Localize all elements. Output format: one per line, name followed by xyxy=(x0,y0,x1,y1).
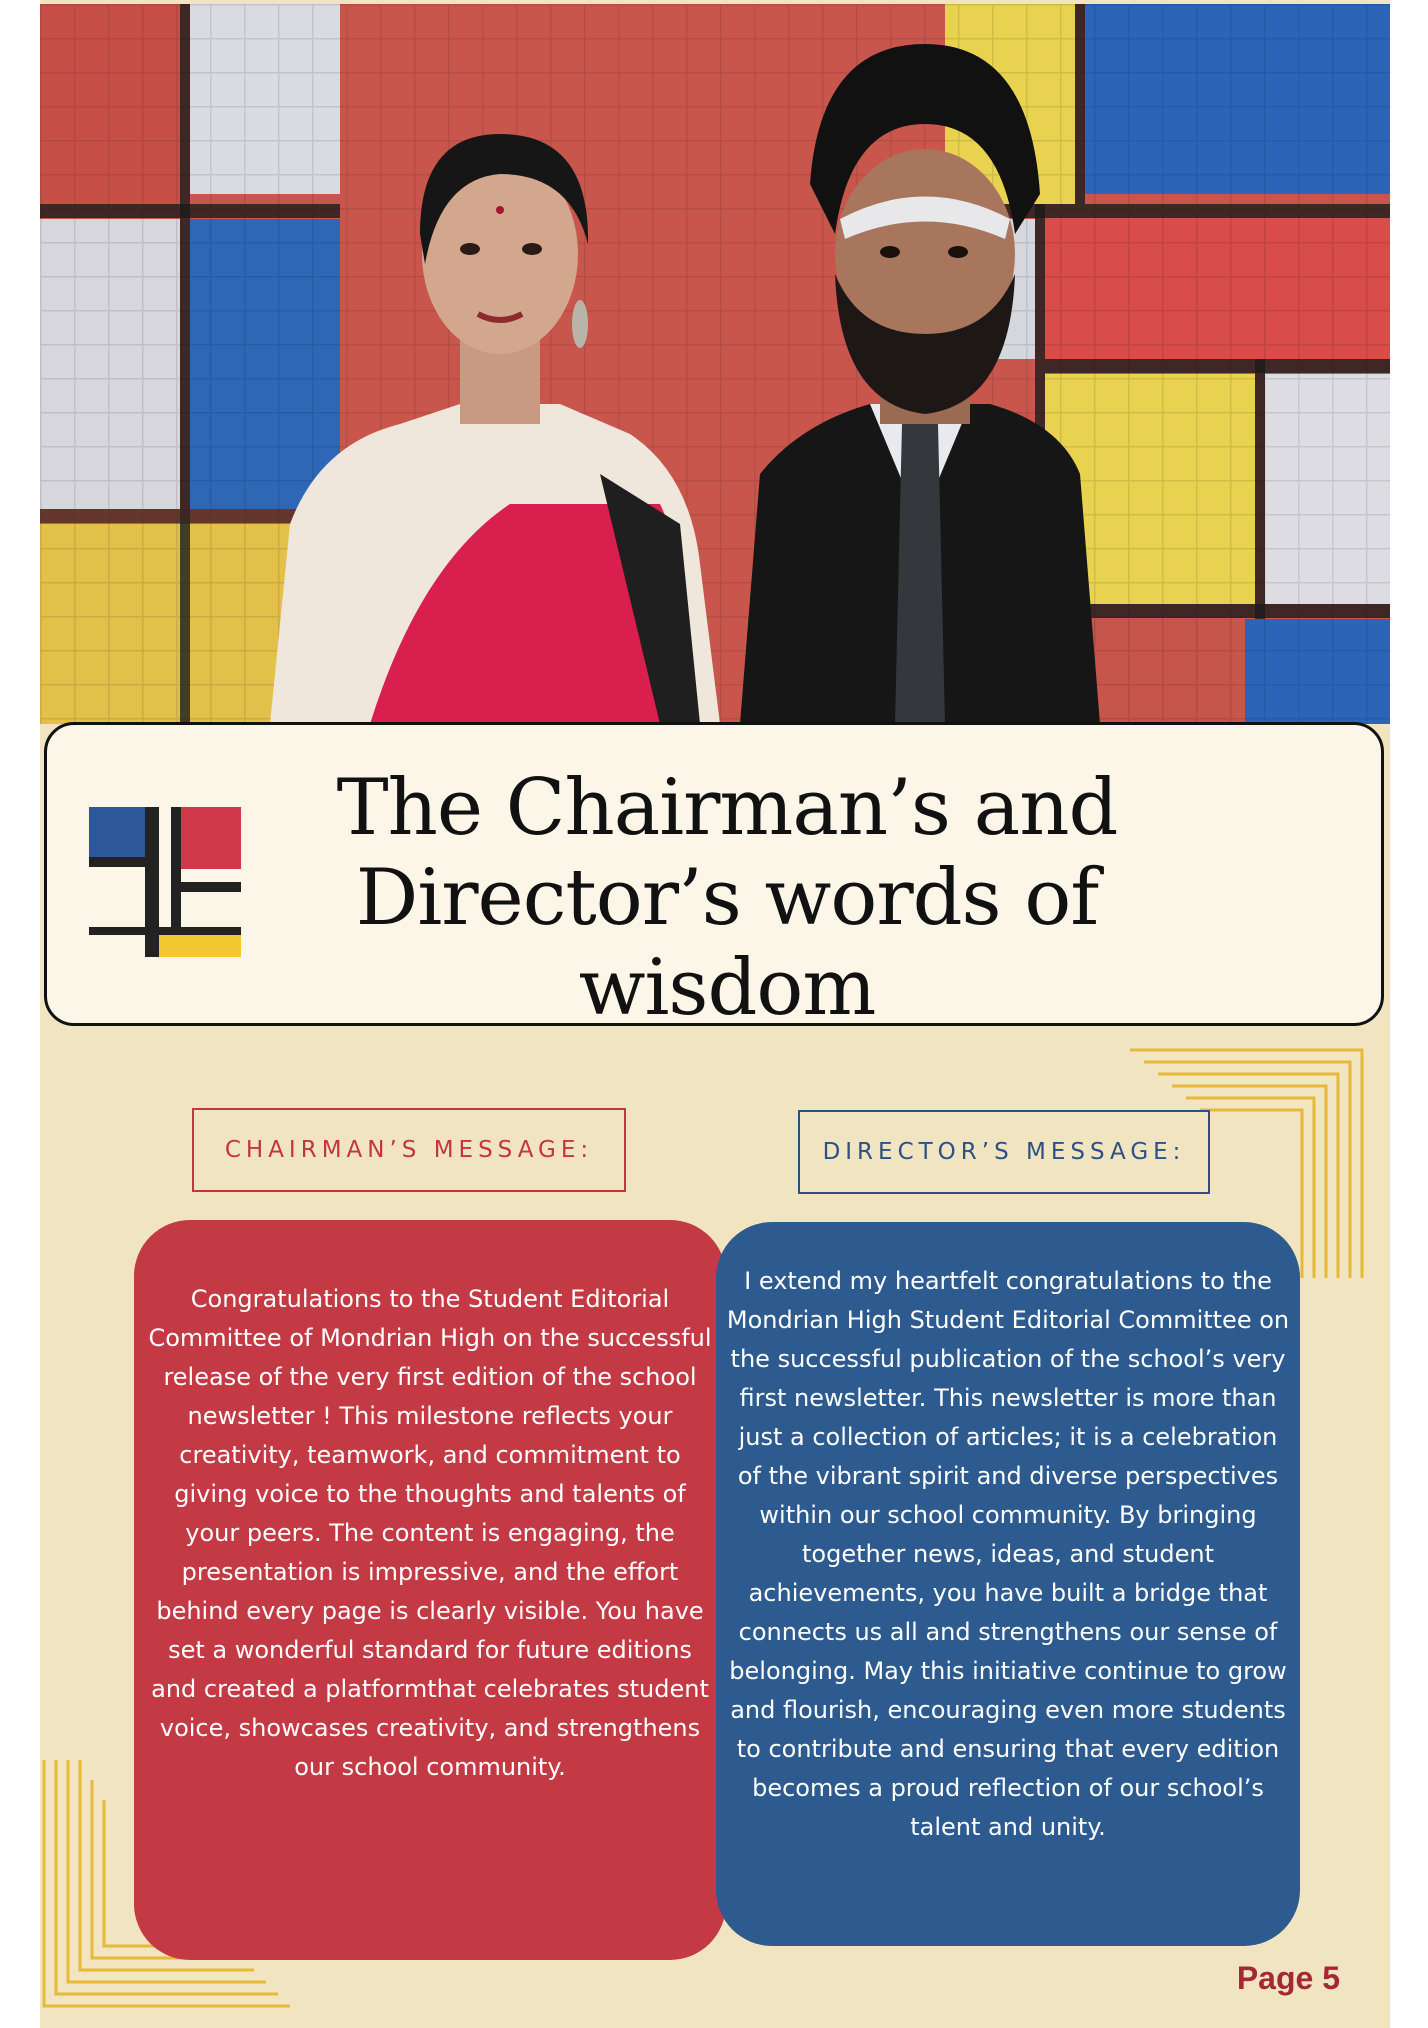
hero-photo xyxy=(40,4,1390,724)
director-message-text: I extend my heartfelt congratulations to the Mondrian High Student Editorial Committee on the successful publication of the school’s very first newsletter. This newsletter is more than just a collection of articles; it is a celebration of the vibrant spirit and diverse perspectives within our school community. By bringing together news, ideas, and student achievements, you have built a bridge that connects us all and strengthens our sense of belonging. May this initiative continue to grow and flourish, encouraging even more students to contribute and ensuring that every edition becomes a proud reflection of our school’s talent and unity. xyxy=(726,1267,1290,1841)
title-line-1: The Chairman’s and xyxy=(336,763,1118,853)
chairman-message-header-label: CHAIRMAN’S MESSAGE: xyxy=(224,1137,594,1163)
title-banner xyxy=(44,722,1384,1033)
title-line-3: wisdom xyxy=(578,943,876,1033)
mondrian-logo-icon xyxy=(89,807,241,957)
chairman-message-card xyxy=(134,1220,726,1960)
director-message-header-label: DIRECTOR’S MESSAGE: xyxy=(822,1139,1186,1165)
director-message-card xyxy=(716,1222,1300,1946)
title-line-2: Director’s words of xyxy=(355,853,1099,943)
chairman-message-header xyxy=(192,1108,626,1192)
page-number: Page 5 xyxy=(1236,1960,1340,1996)
director-message-header xyxy=(798,1110,1210,1194)
newsletter-page xyxy=(40,0,1390,2028)
page-title xyxy=(297,763,1157,1033)
chairman-message-text: Congratulations to the Student Editorial Committee of Mondrian High on the successful release of the very first edition of the school newsletter ! This milestone reflects your creativity, teamwork, and commitment to giving voice to the thoughts and talents of your peers. The content is engaging, the presentation is impressive, and the effort behind every page is clearly visible. You have set a wonderful standard for future editions and created a platformthat celebrates student voice, showcases creativity, and strengthens our school community. xyxy=(148,1285,712,1781)
portrait-image xyxy=(40,4,1390,724)
